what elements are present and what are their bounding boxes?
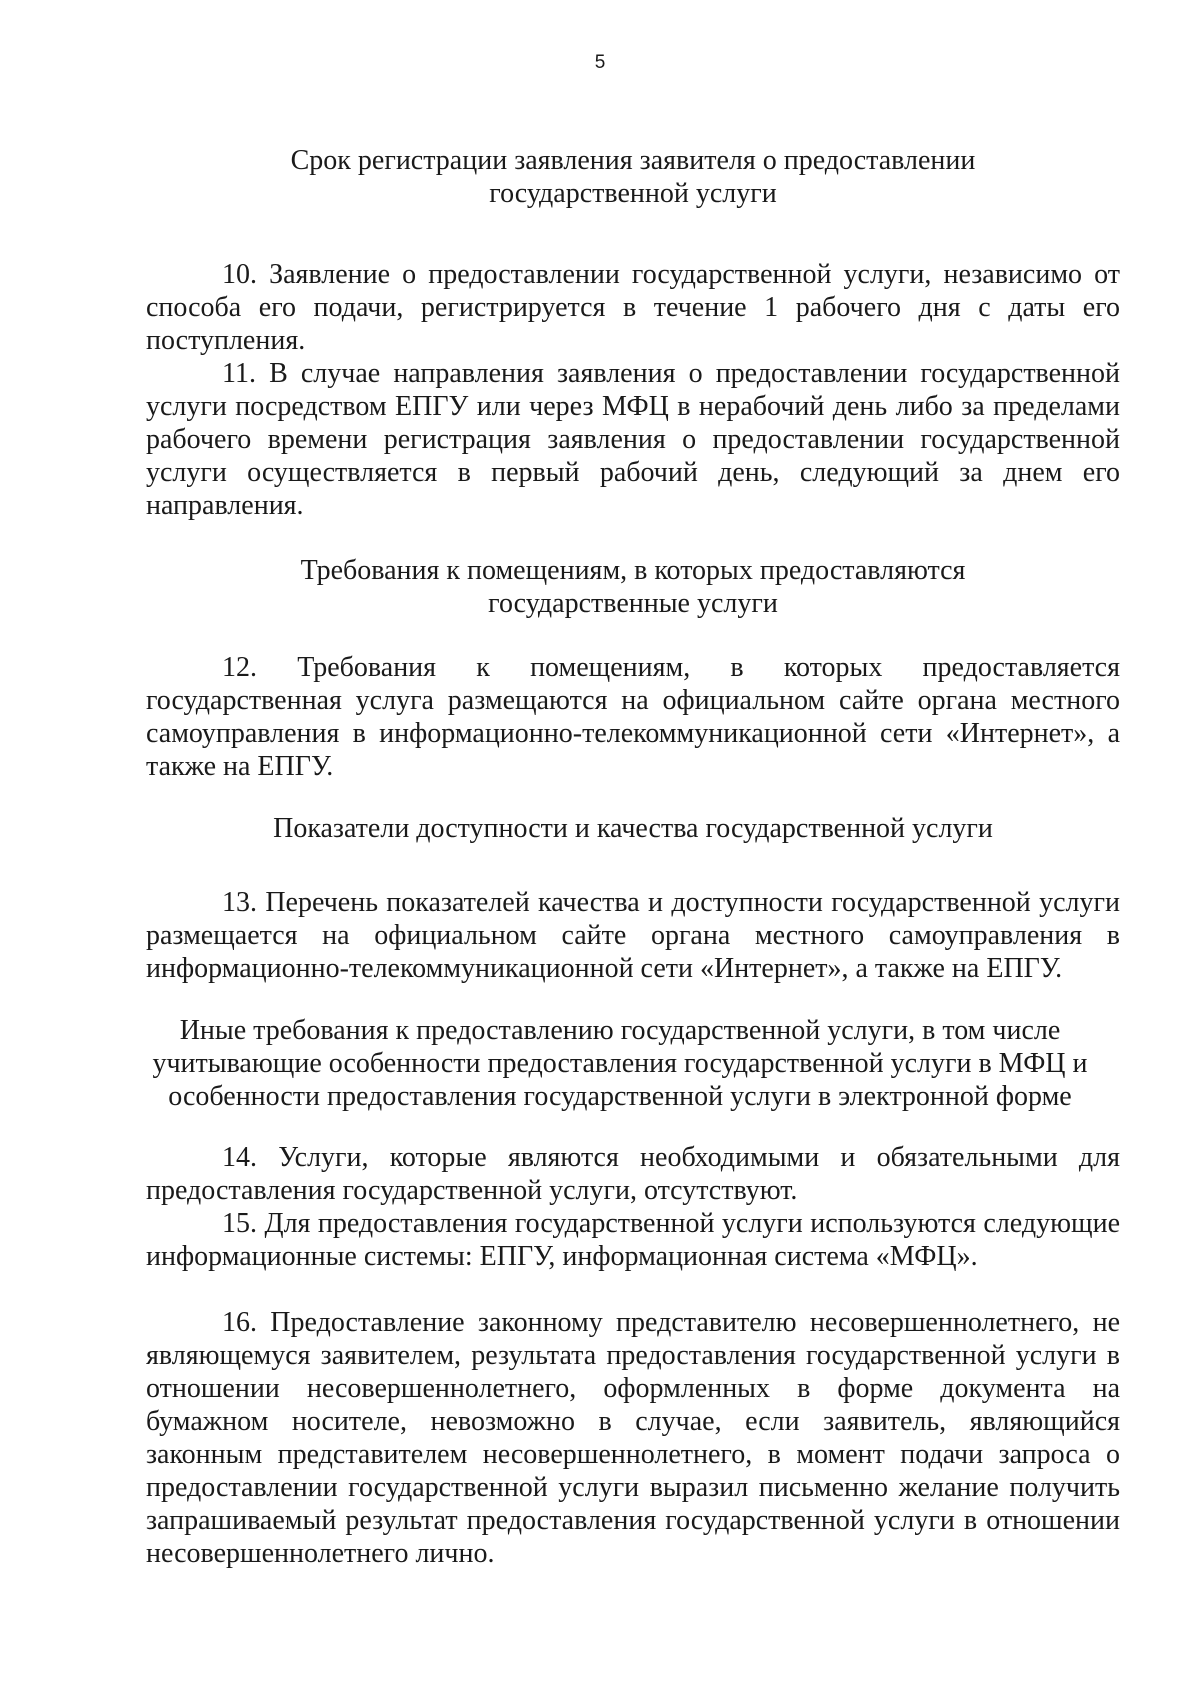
paragraph-15: 15. Для предоставления государственной услуги используются следующие информационные системы: ЕПГУ, информационная система «МФЦ». — [146, 1208, 1120, 1272]
heading-line: Срок регистрации заявления заявителя о предоставлении — [290, 145, 976, 176]
paragraph-14: 14. Услуги, которые являются необходимыми и обязательными для предоставления государственной услуги, отсутствуют. — [146, 1142, 1120, 1206]
heading-line: государственной услуги — [489, 178, 777, 209]
heading-line: Требования к помещениям, в которых предоставляются — [300, 555, 966, 586]
paragraph-13: 13. Перечень показателей качества и доступности государственной услуги размещается на официальном сайте органа местного самоуправления в информационно-телекоммуникационной сети «Интернет», а также на ЕПГУ. — [146, 887, 1120, 984]
section-heading-registration-term — [146, 144, 1120, 210]
section-heading-premises-requirements — [146, 554, 1120, 620]
heading-line: Иные требования к предоставлению государственной услуги, в том числе — [179, 1015, 1061, 1046]
paragraph-10: 10. Заявление о предоставлении государственной услуги, независимо от способа его подачи, регистрируется в течение 1 рабочего дня с даты его поступления. — [146, 259, 1120, 356]
paragraph-12: 12. Требования к помещениям, в которых предоставляется государственная услуга размещаются на официальном сайте органа местного самоуправления в информационно-телекоммуникационной сети «Интернет», а также на ЕПГУ. — [146, 652, 1120, 782]
heading-line: учитывающие особенности предоставления государственной услуги в МФЦ и — [152, 1048, 1088, 1079]
page-number: 5 — [594, 52, 606, 73]
paragraph-16: 16. Предоставление законному представителю несовершеннолетнего, не являющемуся заявителем, результата предоставления государственной услуги в отношении несовершеннолетнего, оформленных в форме документа на бумажном носителе, невозможно в случае, если заявитель, являющийся законным представителем несовершеннолетнего, в момент подачи запроса о предоставлении государственной услуги выразил письменно желание получить запрашиваемый результат предоставления государственной услуги в отношении несовершеннолетнего лично. — [146, 1307, 1120, 1569]
heading-line: Показатели доступности и качества государственной услуги — [273, 813, 993, 844]
heading-line: особенности предоставления государственной услуги в электронной форме — [168, 1081, 1072, 1112]
heading-line: государственные услуги — [488, 588, 778, 619]
section-heading-quality-indicators — [146, 812, 1120, 845]
section-heading-other-requirements — [120, 1014, 1120, 1113]
paragraph-11: 11. В случае направления заявления о предоставлении государственной услуги посредством ЕПГУ или через МФЦ в нерабочий день либо за пределами рабочего времени регистрация заявления о предоставлении государственной услуги осуществляется в первый рабочий день, следующий за днем его направления. — [146, 358, 1120, 521]
